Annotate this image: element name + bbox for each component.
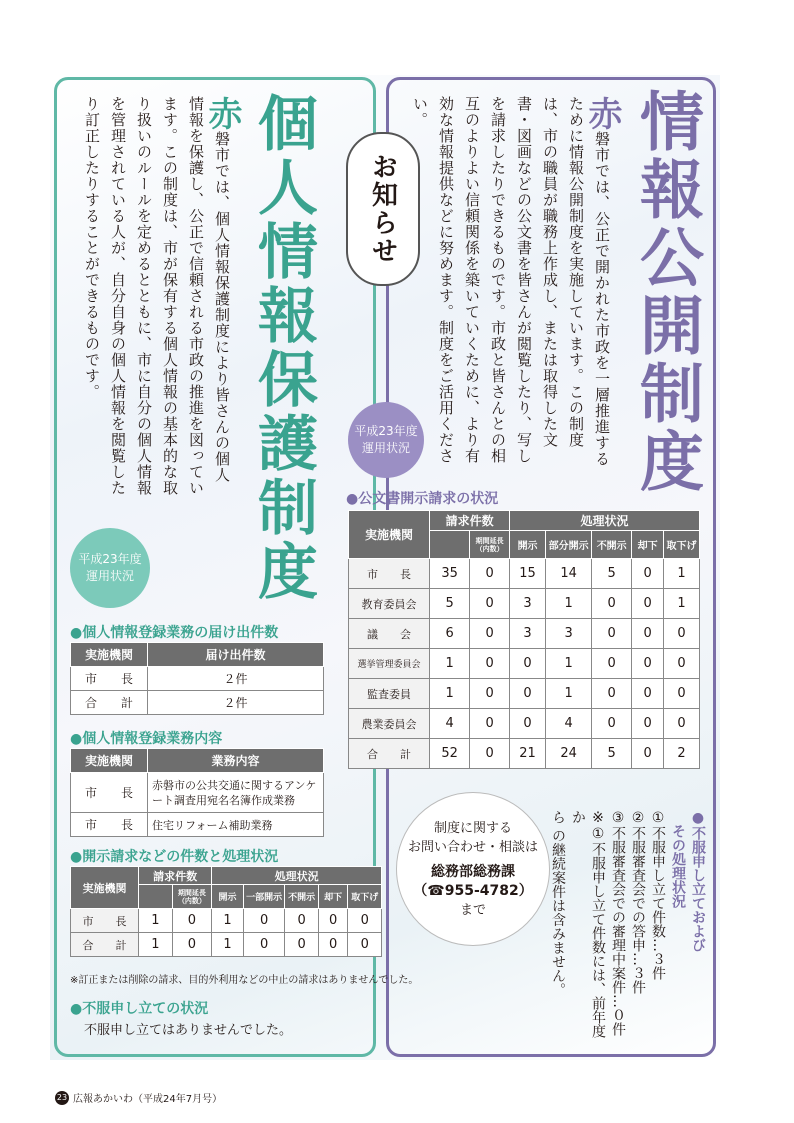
personal-info-title: 個人情報保護制度: [248, 92, 318, 604]
col-withdraw: 取下げ: [664, 531, 700, 559]
row-label: 市 長: [71, 909, 139, 933]
col-reject: 却下: [632, 531, 664, 559]
contact-line1: 制度に関する: [433, 820, 512, 836]
table-cell: 0: [664, 679, 700, 709]
table-cell: 35: [430, 559, 470, 589]
t3-col-agency: 実施機関: [71, 867, 139, 909]
info-dropcap: 赤: [582, 96, 622, 131]
table-cell: 0: [632, 589, 664, 619]
table-cell: 0: [243, 933, 285, 957]
t3-note: ※訂正または削除の請求、目的外利用などの中止の請求はありませんでした。: [70, 975, 419, 986]
table-row: [71, 667, 324, 691]
table-cell: 1: [664, 589, 700, 619]
info-disclosure-title: 情報公開制度: [629, 88, 703, 496]
table-row: [349, 589, 700, 619]
table-cell: 0: [348, 909, 382, 933]
table-cell: 1: [664, 559, 700, 589]
t3-col-requests: 請求件数: [139, 867, 212, 885]
table-row: [349, 559, 700, 589]
t2-cell: 住宅リフォーム補助業務: [148, 813, 324, 837]
table-cell: 5: [592, 739, 632, 769]
table-cell: 1: [546, 679, 592, 709]
table-cell: 0: [470, 649, 510, 679]
col-extension: 期間延長 （内数）: [470, 531, 510, 559]
page-number: 23: [55, 1091, 69, 1105]
info-body-text: 磐市では、公正で開かれた市政を一層推進するために情報公開制度を実施しています。この制度は、市の職員が職務上作成し、または取得した文書・図画などの公文書を皆さんが閲覧したり、写しを請求したりできるものです。市政と皆さんとの相互のよりよい信頼関係を築いていくために、より有効な情報提供などに努めます。制度をご活用ください。: [411, 96, 611, 467]
col-nondisclose: 不開示: [592, 531, 632, 559]
t1-cell: ２件: [148, 667, 324, 691]
table-cell: 0: [348, 933, 382, 957]
table-cell: 0: [632, 739, 664, 769]
table-cell: 0: [664, 649, 700, 679]
badge-line1: 平成23年度: [354, 424, 418, 438]
objection-line: ③不服審査会での審理中案件…０件: [610, 810, 626, 1036]
table-cell: 1: [546, 589, 592, 619]
t3-col-nondisclose: 不開示: [285, 885, 319, 909]
table-cell: 0: [510, 679, 546, 709]
table-row: [71, 909, 382, 933]
contact-phone: （☎955-4782）: [413, 882, 533, 899]
t3-col-reject: 却下: [318, 885, 347, 909]
contact-dept: 総務部総務課: [431, 863, 515, 880]
t3-col-process: 処理状況: [212, 867, 382, 885]
info-table-title: ●公文書開示請求の状況: [346, 491, 499, 507]
t1-cell: 合 計: [71, 691, 148, 715]
t3-title: ●開示請求などの件数と処理状況: [70, 849, 279, 865]
t1-head-count: 届け出件数: [148, 643, 324, 667]
table-cell: 0: [664, 619, 700, 649]
row-label: 監査委員: [349, 679, 430, 709]
table-cell: 0: [285, 933, 319, 957]
badge-line1: 平成23年度: [78, 552, 142, 566]
table-cell: 15: [510, 559, 546, 589]
t2-head-agency: 実施機関: [71, 749, 148, 773]
table-cell: 0: [632, 709, 664, 739]
fy-badge-info: [348, 402, 424, 478]
table-row: [349, 649, 700, 679]
notice-label: お知らせ: [367, 153, 398, 265]
t3-col-withdraw: 取下げ: [348, 885, 382, 909]
row-label: 市 長: [349, 559, 430, 589]
table-cell: 4: [430, 709, 470, 739]
t1-head-agency: 実施機関: [71, 643, 148, 667]
disclosure-request-table: [70, 866, 382, 957]
t2-title: ●個人情報登録業務内容: [70, 731, 223, 747]
table-cell: 0: [172, 933, 212, 957]
table-cell: 1: [430, 649, 470, 679]
table-cell: 2: [664, 739, 700, 769]
table-cell: 1: [212, 933, 244, 957]
table-cell: 52: [430, 739, 470, 769]
personal-body-text: 磐市では、個人情報保護制度により皆さんの個人情報を保護し、公正で信頼される市政の推進を図っています。この制度は、市が保有する個人情報の基本的な取り扱いのルールを定めるとともに、市に自分の個人情報を管理されている人が、自分自身の個人情報を閲覧したり訂正したりすることができるものです。: [83, 96, 231, 496]
info-objection: [548, 810, 708, 1038]
row-label: 農業委員会: [349, 709, 430, 739]
table-row: [349, 679, 700, 709]
table-cell: 0: [592, 679, 632, 709]
table-cell: 1: [139, 909, 173, 933]
t1-title: ●個人情報登録業務の届け出件数: [70, 625, 279, 641]
personal-objection-text: 不服申し立てはありませんでした。: [84, 1023, 293, 1038]
col-agency: 実施機関: [349, 511, 430, 559]
objection-line: ②不服審査会での答申…３件: [630, 810, 646, 994]
notice-bubble: [346, 132, 420, 286]
table-row: [71, 691, 324, 715]
table-cell: 0: [592, 709, 632, 739]
table-cell: 0: [592, 649, 632, 679]
table-cell: 0: [470, 559, 510, 589]
col-requests: 請求件数: [430, 511, 510, 531]
objection-line: ら の継続案件は含みません。: [550, 810, 566, 997]
fy-badge-personal: [70, 528, 150, 608]
table-cell: 0: [470, 619, 510, 649]
table-cell: 3: [510, 589, 546, 619]
table-cell: 0: [470, 679, 510, 709]
table-cell: 5: [592, 559, 632, 589]
table-cell: 0: [632, 679, 664, 709]
table-cell: 0: [172, 909, 212, 933]
personal-info-body: [83, 96, 242, 496]
table-row: [71, 813, 324, 837]
t1-cell: ２件: [148, 691, 324, 715]
table-row: [71, 773, 324, 813]
table-cell: 0: [318, 933, 347, 957]
registration-content-table: [70, 748, 324, 837]
info-disclosure-body: [411, 96, 622, 474]
table-row: [349, 619, 700, 649]
row-label: 議 会: [349, 619, 430, 649]
row-label: 合 計: [71, 933, 139, 957]
info-objection-title-2: その処理状況: [670, 824, 686, 908]
row-label: 選挙管理委員会: [349, 649, 430, 679]
t3-col-disclose: 開示: [212, 885, 244, 909]
public-document-table: [348, 510, 700, 769]
col-partial: 部分開示: [546, 531, 592, 559]
table-cell: 3: [546, 619, 592, 649]
personal-dropcap: 赤: [202, 96, 242, 131]
table-cell: 1: [212, 909, 244, 933]
t3-col-extension: 期間延長 （内数）: [172, 885, 212, 909]
row-label: 合 計: [349, 739, 430, 769]
t2-cell: 赤磐市の公共交通に関するアンケート調査用宛名名簿作成業務: [148, 773, 324, 813]
table-cell: 4: [546, 709, 592, 739]
table-cell: 1: [430, 679, 470, 709]
table-cell: 0: [510, 709, 546, 739]
table-cell: 14: [546, 559, 592, 589]
table-cell: 0: [470, 739, 510, 769]
footer-text: 広報あかいわ（平成24年7月号）: [73, 1094, 223, 1105]
table-cell: 0: [470, 589, 510, 619]
table-cell: 0: [470, 709, 510, 739]
table-cell: 24: [546, 739, 592, 769]
table-cell: 0: [318, 909, 347, 933]
table-cell: 0: [632, 559, 664, 589]
registration-count-table: [70, 642, 324, 715]
t1-cell: 市 長: [71, 667, 148, 691]
t2-cell: 市 長: [71, 773, 148, 813]
table-cell: 6: [430, 619, 470, 649]
table-row: [349, 709, 700, 739]
table-cell: 0: [285, 909, 319, 933]
table-cell: 1: [139, 933, 173, 957]
table-cell: 21: [510, 739, 546, 769]
t2-head-content: 業務内容: [148, 749, 324, 773]
contact-tail: まで: [459, 902, 486, 918]
col-process: 処理状況: [510, 511, 700, 531]
badge-line2: 運用状況: [361, 441, 410, 455]
contact-line2: お問い合わせ・相談は: [407, 839, 538, 855]
footer: [55, 1090, 222, 1105]
info-objection-title-1: ●不服申し立ておよび: [690, 810, 706, 952]
table-cell: 0: [632, 649, 664, 679]
objection-line: ①不服申し立て件数…３件: [650, 810, 666, 980]
table-cell: 0: [243, 909, 285, 933]
table-cell: 0: [592, 619, 632, 649]
row-label: 教育委員会: [349, 589, 430, 619]
contact-circle: [396, 792, 550, 946]
table-row: [349, 739, 700, 769]
personal-objection-title: ●不服申し立ての状況: [70, 1001, 209, 1017]
table-cell: 0: [592, 589, 632, 619]
table-cell: 1: [546, 649, 592, 679]
table-cell: 0: [510, 649, 546, 679]
t2-cell: 市 長: [71, 813, 148, 837]
col-disclose: 開示: [510, 531, 546, 559]
badge-line2: 運用状況: [85, 569, 134, 583]
table-row: [71, 933, 382, 957]
objection-line: ※①不服申し立て件数には、前年度か: [570, 810, 606, 1038]
table-cell: 3: [510, 619, 546, 649]
t3-col-partial: 一部開示: [243, 885, 285, 909]
table-cell: 0: [632, 619, 664, 649]
table-cell: 5: [430, 589, 470, 619]
table-cell: 0: [664, 709, 700, 739]
